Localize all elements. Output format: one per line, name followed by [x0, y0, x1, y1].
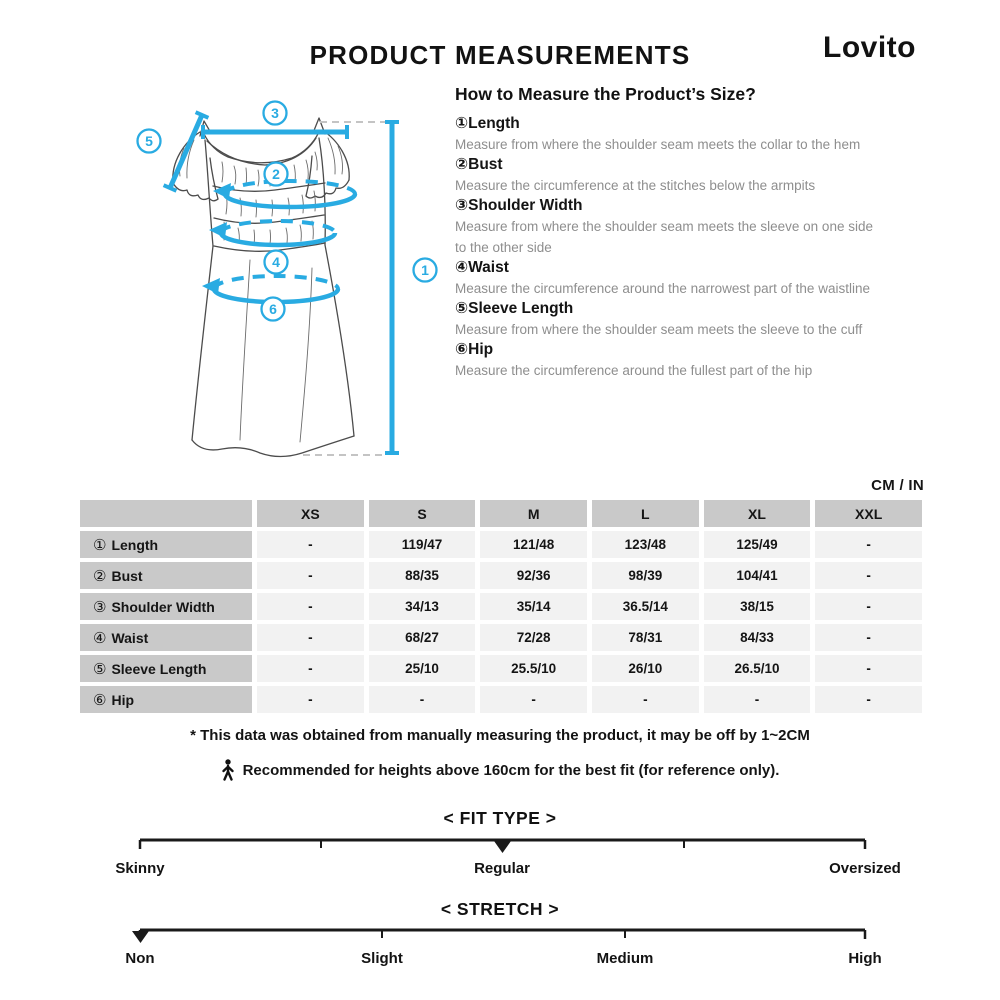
svg-text:2: 2	[272, 166, 280, 182]
height-note	[0, 759, 1000, 781]
row-label: ⑤ Sleeve Length	[80, 655, 252, 682]
waist-ellipse	[221, 233, 335, 245]
cell-value: -	[704, 686, 811, 713]
scale-label-medium: Medium	[596, 950, 654, 967]
item-name: Sleeve Length	[468, 300, 574, 317]
cell-value: 26/10	[592, 655, 699, 682]
table-header-cell: S	[369, 500, 476, 527]
callout-shoulder	[264, 102, 287, 125]
cell-value: -	[815, 686, 922, 713]
callout-length	[414, 259, 437, 282]
bust-ellipse	[225, 194, 355, 207]
dress-diagram	[100, 88, 460, 478]
cell-value: 98/39	[592, 562, 699, 589]
measure-guide	[455, 84, 875, 381]
item-number: ③	[455, 197, 469, 214]
cell-value: -	[592, 686, 699, 713]
stretch-labels	[125, 950, 885, 970]
item-name: Shoulder Width	[468, 197, 583, 214]
cell-value: 121/48	[480, 531, 587, 558]
guide-item	[455, 114, 875, 155]
item-description: Measure from where the shoulder seam meets the sleeve on one side to the other side	[455, 219, 873, 255]
cell-value: 78/31	[592, 624, 699, 651]
sleeve-length-line	[170, 115, 202, 188]
cell-value: 84/33	[704, 624, 811, 651]
cell-value: -	[815, 655, 922, 682]
svg-text:4: 4	[272, 254, 280, 270]
item-description: Measure the circumference around the narrowest part of the waistline	[455, 281, 870, 296]
item-number: ⑥	[455, 341, 469, 358]
item-description: Measure from where the shoulder seam meets the collar to the hem	[455, 137, 861, 152]
cell-value: 119/47	[369, 531, 476, 558]
svg-text:6: 6	[269, 301, 277, 317]
table-header-cell: XL	[704, 500, 811, 527]
cell-value: 34/13	[369, 593, 476, 620]
row-label: ④ Waist	[80, 624, 252, 651]
disclaimer-note: * This data was obtained from manually measuring the product, it may be off by 1~2CM	[190, 727, 810, 744]
cell-value: -	[815, 593, 922, 620]
height-note-text: Recommended for heights above 160cm for the best fit (for reference only).	[242, 761, 780, 779]
guide-item	[455, 155, 875, 196]
guide-dashes	[303, 122, 387, 455]
row-label: ③ Shoulder Width	[80, 593, 252, 620]
item-name: Waist	[468, 259, 509, 276]
cell-value: 35/14	[480, 593, 587, 620]
cell-value: 88/35	[369, 562, 476, 589]
svg-text:1: 1	[421, 262, 429, 278]
guide-item	[455, 196, 875, 258]
item-description: Measure the circumference around the fullest part of the hip	[455, 363, 813, 378]
cell-value: -	[369, 686, 476, 713]
guide-item	[455, 258, 875, 299]
fit-type-labels	[115, 860, 901, 880]
table-header-cell	[80, 500, 252, 527]
item-number: ②	[455, 156, 469, 173]
scale-label-oversized: Oversized	[829, 860, 901, 877]
cell-value: 38/15	[704, 593, 811, 620]
stretch-marker-icon	[132, 931, 149, 943]
cell-value: 125/49	[704, 531, 811, 558]
item-description: Measure from where the shoulder seam meets the sleeve to the cuff	[455, 322, 863, 337]
svg-text:5: 5	[145, 133, 153, 149]
row-number: ③	[93, 598, 107, 616]
svg-text:3: 3	[271, 105, 279, 121]
stretch-title: < STRETCH >	[440, 899, 560, 919]
guide-heading: How to Measure the Product’s Size?	[455, 84, 756, 104]
fit-type-title: < FIT TYPE >	[443, 808, 557, 828]
cell-value: -	[257, 655, 364, 682]
cell-value: 36.5/14	[592, 593, 699, 620]
size-table	[80, 500, 922, 713]
cell-value: -	[257, 593, 364, 620]
table-header-cell: M	[480, 500, 587, 527]
cell-value: 72/28	[480, 624, 587, 651]
cell-value: -	[257, 624, 364, 651]
item-number: ④	[455, 259, 469, 276]
row-label: ① Length	[80, 531, 252, 558]
units-label: CM / IN	[871, 477, 924, 494]
cell-value: -	[257, 686, 364, 713]
fit-type-scale	[125, 836, 885, 856]
row-label: ⑥ Hip	[80, 686, 252, 713]
callout-bust	[265, 163, 288, 186]
cell-value: -	[815, 531, 922, 558]
cell-value: 104/41	[704, 562, 811, 589]
cell-value: -	[257, 562, 364, 589]
fit-type-marker-icon	[494, 841, 511, 853]
row-number: ⑥	[93, 691, 107, 709]
row-number: ①	[93, 536, 107, 554]
item-name: Bust	[468, 156, 503, 173]
cell-value: 25.5/10	[480, 655, 587, 682]
cell-value: -	[480, 686, 587, 713]
table-header-cell: XXL	[815, 500, 922, 527]
guide-item	[455, 299, 875, 340]
cell-value: 92/36	[480, 562, 587, 589]
brand-logo: Lovito	[823, 31, 916, 64]
dress-outline	[173, 118, 354, 457]
callout-hip	[262, 298, 285, 321]
callout-waist	[265, 251, 288, 274]
item-name: Length	[468, 115, 520, 132]
item-number: ①	[455, 115, 469, 132]
page-title: PRODUCT MEASUREMENTS	[309, 40, 691, 70]
cell-value: 25/10	[369, 655, 476, 682]
stretch-scale	[125, 926, 885, 946]
scale-label-skinny: Skinny	[115, 860, 165, 877]
row-label: ② Bust	[80, 562, 252, 589]
item-description: Measure the circumference at the stitches below the armpits	[455, 178, 816, 193]
cell-value: -	[257, 531, 364, 558]
person-icon	[221, 759, 235, 781]
guide-item	[455, 340, 875, 381]
item-number: ⑤	[455, 300, 469, 317]
cell-value: 68/27	[369, 624, 476, 651]
item-name: Hip	[468, 341, 494, 358]
cell-value: 26.5/10	[704, 655, 811, 682]
row-number: ④	[93, 629, 107, 647]
scale-label-regular: Regular	[474, 860, 530, 877]
row-number: ②	[93, 567, 107, 585]
scale-label-non: Non	[125, 950, 155, 967]
table-header-cell: XS	[257, 500, 364, 527]
scale-label-slight: Slight	[361, 950, 403, 967]
callout-sleeve	[138, 130, 161, 153]
cell-value: 123/48	[592, 531, 699, 558]
scale-label-high: High	[848, 950, 882, 967]
cell-value: -	[815, 562, 922, 589]
row-number: ⑤	[93, 660, 107, 678]
table-header-cell: L	[592, 500, 699, 527]
cell-value: -	[815, 624, 922, 651]
